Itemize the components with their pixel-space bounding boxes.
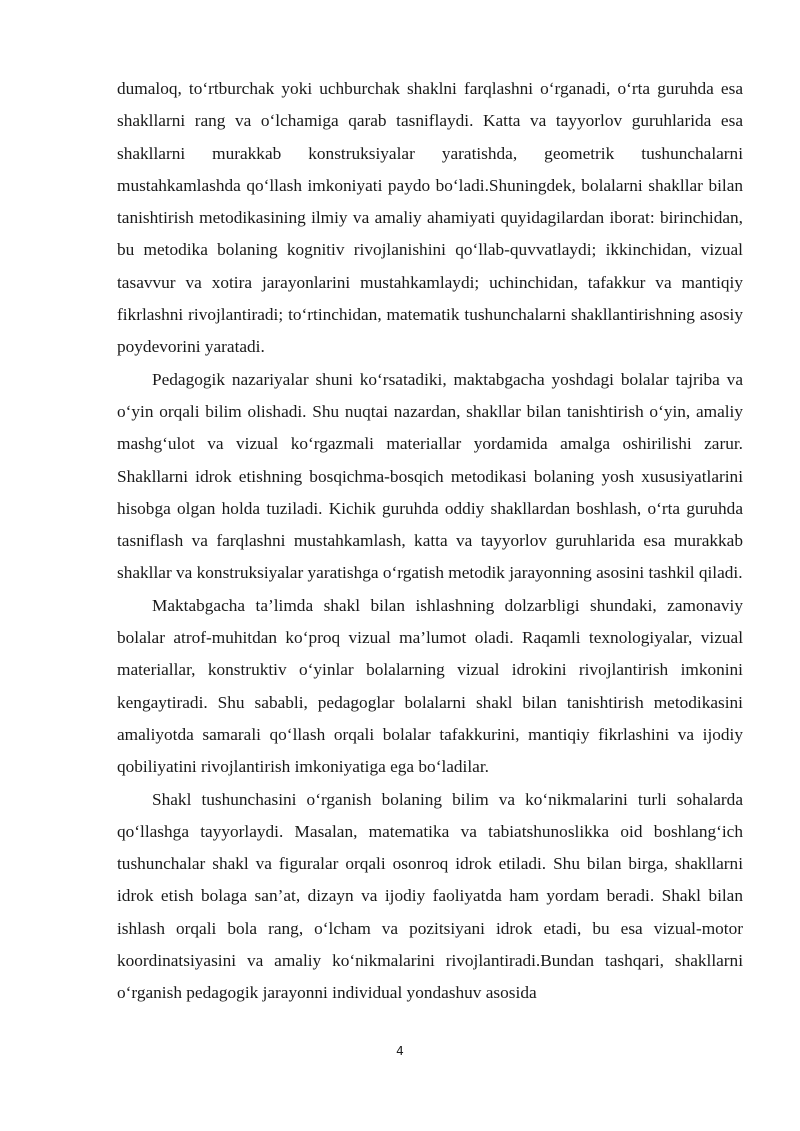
page-number: 4: [396, 1044, 404, 1058]
paragraph-pedagogical-theories: Pedagogik nazariyalar shuni ko‘rsatadiki, maktabgacha yoshdagi bolalar tajriba va o‘yin orqali bilim olishadi. Shu nuqtai nazardan, shakllar bilan tanishtirish o‘yin, amaliy mashg‘ulot va vizual ko‘rgazmali materiallar yordamida amalga oshirilishi zarur. Shakllarni idrok etishning bosqichma-bosqich metodikasi bolaning yosh xususiyatlarini hisobga olgan holda tuziladi. Kichik guruhda oddiy shakllardan boshlash, o‘rta guruhda tasniflash va farqlashni mustahkamlash, katta va tayyorlov guruhlarida esa murakkab shakllar va konstruksiyalar yaratishga o‘rgatish metodik jarayonning asosini tashkil qiladi.: [117, 369, 743, 583]
body-text: [117, 73, 743, 1010]
paragraph-shape-concept: Shakl tushunchasini o‘rganish bolaning bilim va ko‘nikmalarini turli sohalarda qo‘llashga tayyorlaydi. Masalan, matematika va tabiatshunoslikka oid boshlang‘ich tushunchalar shakl va figuralar orqali osonroq idrok etiladi. Shu bilan birga, shakllarni idrok etish bolaga san’at, dizayn va ijodiy faoliyatda ham yordam beradi. Shakl bilan ishlash orqali bola rang, o‘lcham va pozitsiyani idrok etadi, bu esa vizual-motor koordinatsiyasini va amaliy ko‘nikmalarini rivojlantiradi.Bundan tashqari, shakllarni o‘rganish pedagogik jarayonni individual yondashuv asosida: [117, 789, 743, 1003]
paragraph-relevance: Maktabgacha ta’limda shakl bilan ishlashning dolzarbligi shundaki, zamonaviy bolalar atrof-muhitdan ko‘proq vizual ma’lumot oladi. Raqamli texnologiyalar, vizual materiallar, konstruktiv o‘yinlar bolalarning vizual idrokini rivojlantirish imkonini kengaytiradi. Shu sababli, pedagoglar bolalarni shakl bilan tanishtirish metodikasini amaliyotda samarali qo‘llash orqali bolalar tafakkurini, mantiqiy fikrlashini va ijodiy qobiliyatini rivojlantirish imkoniyatiga ega bo‘ladilar.: [117, 595, 743, 777]
paragraph-continuation: dumaloq, to‘rtburchak yoki uchburchak shaklni farqlashni o‘rganadi, o‘rta guruhda esa shakllarni rang va o‘lchamiga qarab tasniflaydi. Katta va tayyorlov guruhlarida esa shakllarni murakkab konstruksiyalar yaratishda, geometrik tushunchalarni mustahkamlashda qo‘llash imkoniyati paydo bo‘ladi.Shuningdek, bolalarni shakllar bilan tanishtirish metodikasining ilmiy va amaliy ahamiyati quyidagilardan iborat: birinchidan, bu metodika bolaning kognitiv rivojlanishini qo‘llab-quvvatlaydi; ikkinchidan, vizual tasavvur va xotira jarayonlarini mustahkamlaydi; uchinchidan, tafakkur va mantiqiy fikrlashni rivojlantiradi; to‘rtinchidan, matematik tushunchalarni shakllantirishning asosiy poydevorini yaratadi.: [117, 79, 743, 357]
